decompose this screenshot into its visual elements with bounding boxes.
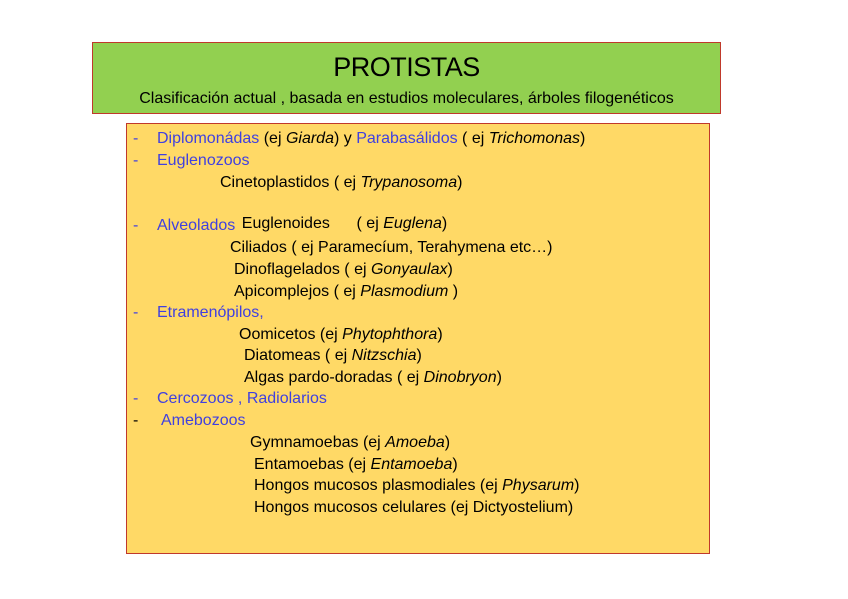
group-amebozoos: Amebozoos	[161, 412, 246, 429]
group-euglenozoos: Euglenozoos	[157, 152, 250, 169]
group-alveolados: Alveolados	[157, 217, 236, 234]
list-bullet: -	[133, 130, 139, 147]
list-bullet: -	[133, 152, 139, 169]
subgroup-entamoebas: Entamoebas (ej Entamoeba)	[254, 456, 458, 473]
subgroup-apicomplejos: Apicomplejos ( ej Plasmodium )	[234, 283, 459, 300]
list-bullet: -	[133, 412, 139, 429]
group-etramenopilos: Etramenópilos,	[157, 304, 264, 321]
classification-list	[126, 123, 710, 554]
example-giarda: Giarda	[285, 130, 334, 147]
page-subtitle: Clasificación actual , basada en estudios moleculares, árboles filogenéticos	[139, 90, 674, 107]
subgroup-hongos-celulares: Hongos mucosos celulares (ej Dictyostelium)	[254, 499, 574, 516]
subgroup-ciliados: Ciliados ( ej Paramecíum, Terahymena etc…)	[230, 239, 553, 256]
subgroup-gymnamoebas: Gymnamoebas (ej Amoeba)	[250, 434, 451, 451]
list-bullet: -	[133, 390, 139, 407]
list-bullet: -	[133, 304, 139, 321]
subgroup-hongos-plasmodiales: Hongos mucosos plasmodiales (ej Physarum)	[254, 477, 580, 494]
page-title: PROTISTAS	[333, 52, 480, 82]
subgroup-diatomeas: Diatomeas ( ej Nitzschia)	[244, 347, 422, 364]
subgroup-dinoflagelados: Dinoflagelados ( ej Gonyaulax)	[234, 261, 453, 278]
subgroup-oomicetos: Oomicetos (ej Phytophthora)	[239, 326, 443, 343]
group-parabasalidos: Parabasálidos	[356, 130, 458, 147]
subgroup-cinetoplastidos: Cinetoplastidos ( ej Trypanosoma)	[220, 174, 463, 191]
subgroup-euglenoides: Euglenoides ( ej Euglena)	[241, 215, 448, 232]
group-cercozoos: Cercozoos , Radiolarios	[157, 390, 327, 407]
subgroup-algas-pardo-doradas: Algas pardo-doradas ( ej Dinobryon)	[244, 369, 502, 386]
title-banner	[92, 42, 721, 114]
group-diplomonadas: Diplomonádas	[157, 130, 260, 147]
list-bullet: -	[133, 217, 139, 234]
list-item-diplomonadas: Diplomonádas (ej Giarda) y Parabasálidos ( ej Trichomonas)	[157, 130, 586, 147]
example-trichomonas: Trichomonas	[488, 130, 581, 147]
